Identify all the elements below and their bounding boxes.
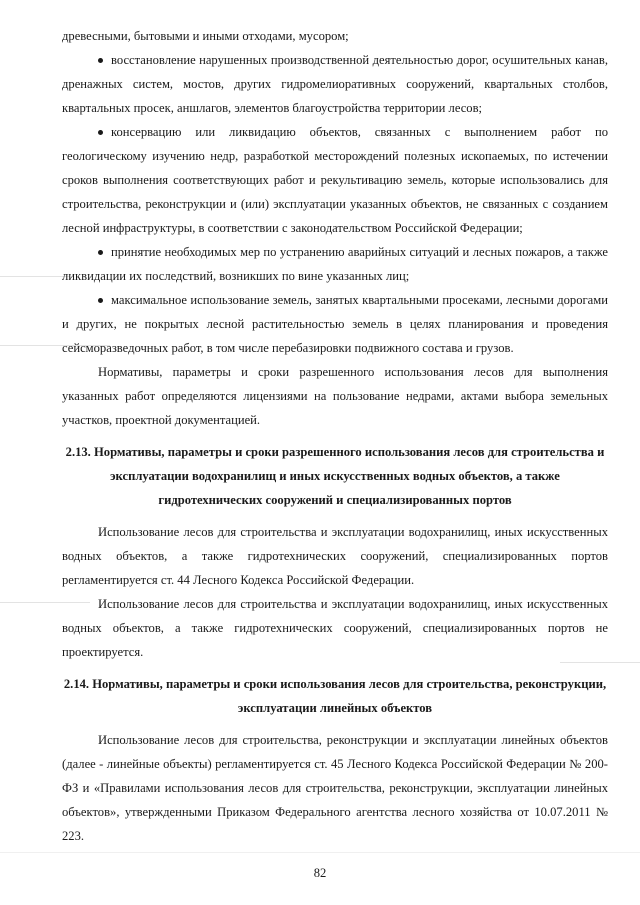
section-2-13-heading: 2.13. Нормативы, параметры и сроки разрешенного использования лесов для строительства и эксплуатации водохранилищ и иных искусственных водных объектов, а также гидротехнических сооружений и специализированных портов xyxy=(65,445,605,507)
section-2-13-paragraph-2: Использование лесов для строительства и эксплуатации водохранилищ, иных искусственных водных объектов, а также гидротехнических сооружений, специализированных портов не проектируется. xyxy=(62,597,608,659)
bullet-icon xyxy=(98,130,103,135)
bullet-item xyxy=(62,120,608,240)
section-2-13-paragraph-1: Использование лесов для строительства и эксплуатации водохранилищ, иных искусственных водных объектов, а также гидротехнических сооружений, специализированных портов регламентируется ст. 44 Лесного Кодекса Российской Федерации. xyxy=(62,525,608,587)
bullet-icon xyxy=(98,58,103,63)
intro-tail-text: древесными, бытовыми и иными отходами, мусором; xyxy=(62,29,349,43)
bullet-item xyxy=(62,240,608,288)
bullet-icon xyxy=(98,250,103,255)
page-number: 82 xyxy=(313,866,327,880)
bullet-item xyxy=(62,48,608,120)
bullet-item xyxy=(62,288,608,360)
bullet-icon xyxy=(98,298,103,303)
section-2-14-heading: 2.14. Нормативы, параметры и сроки использования лесов для строительства, реконструкции, эксплуатации линейных объектов xyxy=(63,677,607,715)
normatives-paragraph: Нормативы, параметры и сроки разрешенного использования лесов для выполнения указанных работ определяются лицензиями на пользование недрами, актами выбора земельных участков, проектной документацией. xyxy=(62,365,608,427)
bullet-text: принятие необходимых мер по устранению аварийных ситуаций и лесных пожаров, а также ликвидации их последствий, возникших по вине указанных лиц; xyxy=(62,245,608,283)
bullet-text: консервацию или ликвидацию объектов, связанных с выполнением работ по геологическому изучению недр, разработкой месторождений полезных ископаемых, по истечении сроков выполнения соответствующих работ и рекультивацию земель, которые использовались для строительства, реконструкции и (или) эксплуатации указанных объектов, не связанных с созданием лесной инфраструктуры, в соответствии с законодательством Российской Федерации; xyxy=(62,125,608,235)
bullet-text: восстановление нарушенных производственной деятельностью дорог, осушительных канав, дренажных систем, мостов, других гидромелиоративных сооружений, квартальных столбов, квартальных просек, аншлагов, элементов благоустройства территории лесов; xyxy=(62,53,608,115)
document-page xyxy=(62,24,608,848)
scan-artifact xyxy=(0,852,640,853)
bullet-text: максимальное использование земель, занятых квартальными просеками, лесными дорогами и других, не покрытых лесной растительностью земель в целях планирования и проведения сейсморазведочных работ, в том числе перебазировки подвижного состава и грузов. xyxy=(62,293,608,355)
section-2-14-paragraph-1: Использование лесов для строительства, реконструкции и эксплуатации линейных объектов (далее - линейные объекты) регламентируется ст. 45 Лесного Кодекса Российской Федерации № 200-ФЗ и «Правилами использования лесов для строительства, реконструкции, эксплуатации линейных объектов», утвержденными Приказом Федерального агентства лесного хозяйства от 10.07.2011 № 223. xyxy=(62,733,608,843)
scan-artifact xyxy=(0,276,70,277)
